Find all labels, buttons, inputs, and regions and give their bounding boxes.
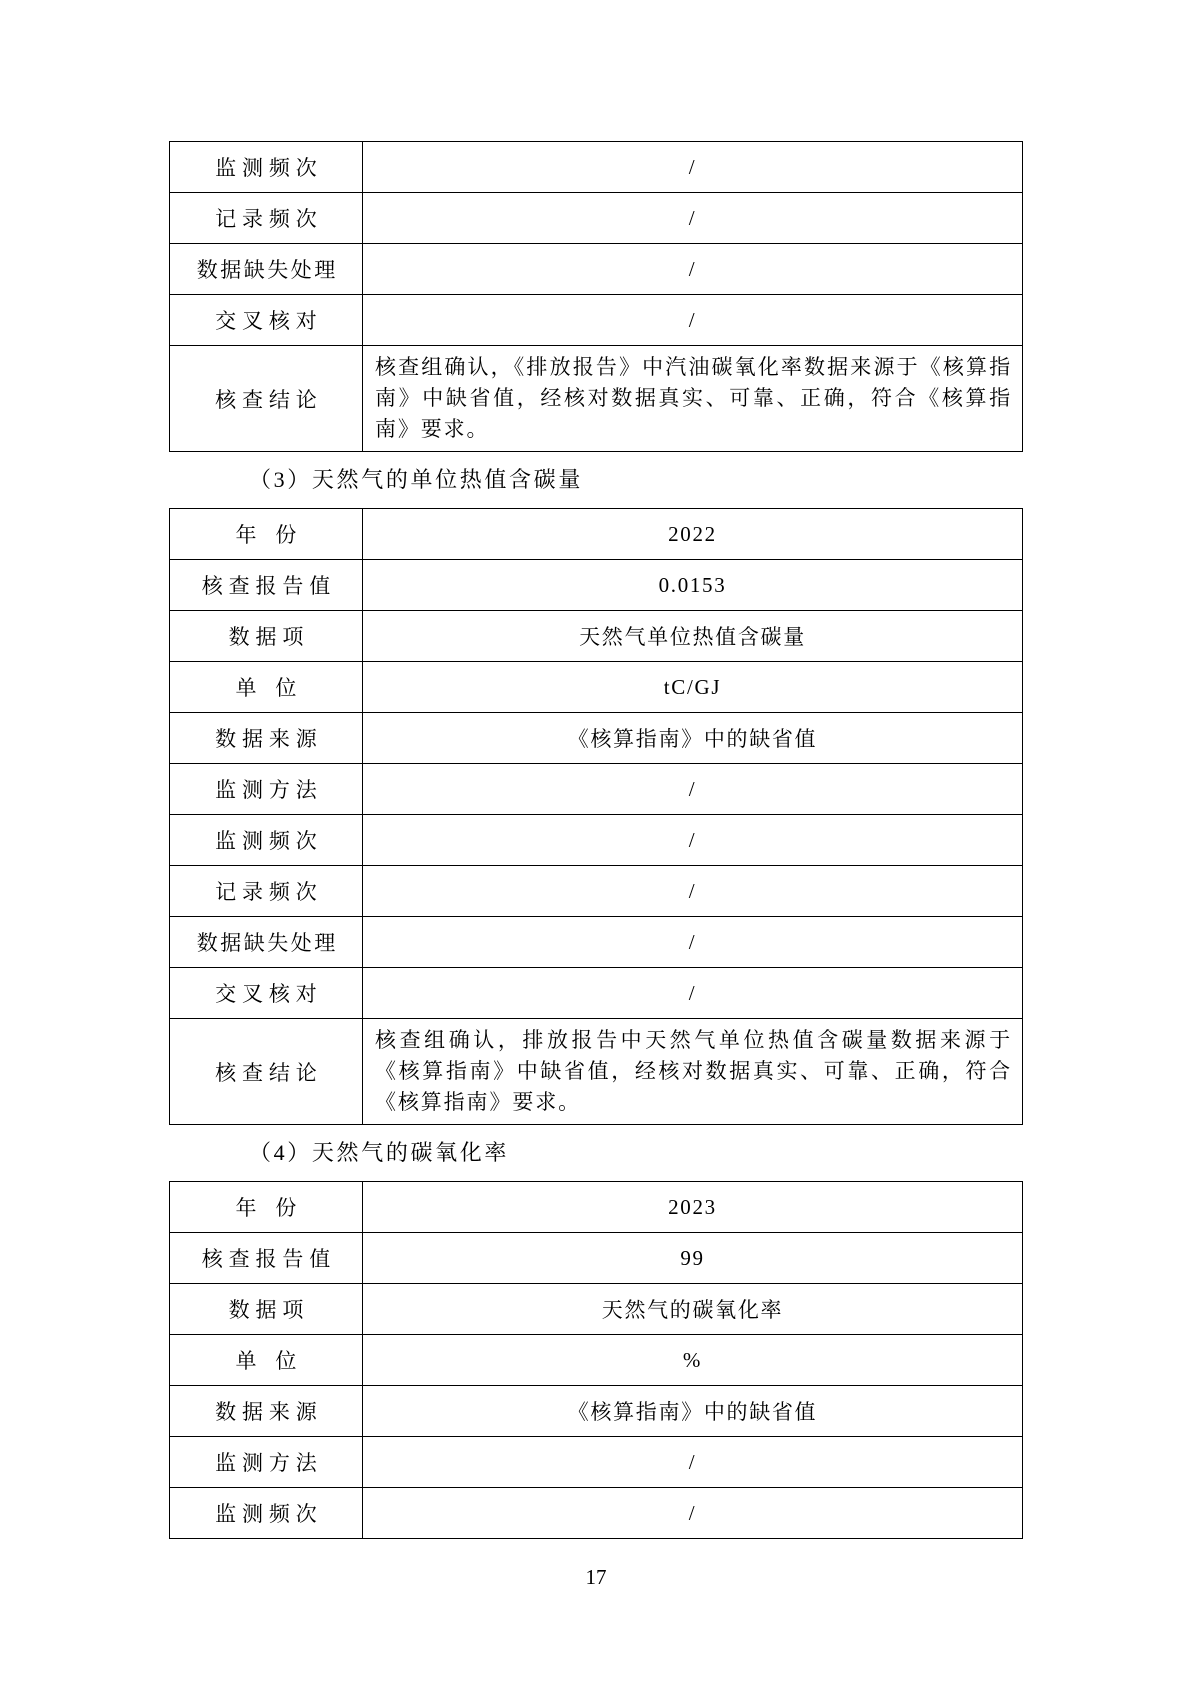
row-label: 核查结论: [170, 346, 363, 452]
verification-table-natural-gas-oxidation-rate: [169, 1181, 1023, 1539]
section-heading-3: （3）天然气的单位热值含碳量: [249, 467, 583, 492]
row-label: 单位: [170, 662, 363, 713]
row-label: 数据来源: [170, 1386, 363, 1437]
table-row: [170, 713, 1023, 764]
row-label: 年份: [170, 1182, 363, 1233]
table-row: [170, 193, 1023, 244]
row-label: 核查报告值: [170, 560, 363, 611]
row-value: 2023: [363, 1182, 1023, 1233]
section-heading-4: （4）天然气的碳氧化率: [249, 1140, 510, 1165]
row-label: 监测方法: [170, 1437, 363, 1488]
table-row: [170, 1284, 1023, 1335]
verification-table-gasoline-oxidation-continued: [169, 141, 1023, 452]
row-value: /: [363, 193, 1023, 244]
table-row: [170, 1488, 1023, 1539]
row-value: 天然气单位热值含碳量: [363, 611, 1023, 662]
table-row: [170, 1233, 1023, 1284]
row-value: 核查组确认，排放报告中天然气单位热值含碳量数据来源于《核算指南》中缺省值，经核对数据真实、可靠、正确，符合《核算指南》要求。: [363, 1019, 1023, 1125]
row-label: 记录频次: [170, 866, 363, 917]
verification-table-natural-gas-carbon-content: [169, 508, 1023, 1125]
row-value: 99: [363, 1233, 1023, 1284]
table-row: [170, 560, 1023, 611]
row-label: 数据项: [170, 611, 363, 662]
table-row: [170, 1019, 1023, 1125]
row-label: 数据缺失处理: [170, 917, 363, 968]
table-row: [170, 815, 1023, 866]
table-row: [170, 611, 1023, 662]
table-row: [170, 142, 1023, 193]
table-row: [170, 1182, 1023, 1233]
row-value: /: [363, 295, 1023, 346]
table-row: [170, 917, 1023, 968]
row-label: 数据缺失处理: [170, 244, 363, 295]
row-value: /: [363, 866, 1023, 917]
row-value: /: [363, 1488, 1023, 1539]
row-label: 监测频次: [170, 142, 363, 193]
row-label: 监测频次: [170, 815, 363, 866]
row-value: /: [363, 1437, 1023, 1488]
row-value: /: [363, 917, 1023, 968]
row-label: 数据来源: [170, 713, 363, 764]
row-value: 核查组确认，《排放报告》中汽油碳氧化率数据来源于《核算指南》中缺省值，经核对数据真实、可靠、正确，符合《核算指南》要求。: [363, 346, 1023, 452]
row-value: tC/GJ: [363, 662, 1023, 713]
row-label: 单位: [170, 1335, 363, 1386]
table-row: [170, 764, 1023, 815]
row-value: 0.0153: [363, 560, 1023, 611]
row-label: 监测方法: [170, 764, 363, 815]
page-number: 17: [585, 1565, 607, 1589]
table-row: [170, 968, 1023, 1019]
row-label: 核查报告值: [170, 1233, 363, 1284]
row-value: /: [363, 968, 1023, 1019]
row-value: 《核算指南》中的缺省值: [363, 713, 1023, 764]
row-label: 交叉核对: [170, 295, 363, 346]
row-value: %: [363, 1335, 1023, 1386]
row-label: 交叉核对: [170, 968, 363, 1019]
row-value: /: [363, 244, 1023, 295]
row-value: /: [363, 815, 1023, 866]
table-row: [170, 295, 1023, 346]
row-label: 年份: [170, 509, 363, 560]
table-row: [170, 1335, 1023, 1386]
row-value: /: [363, 142, 1023, 193]
row-value: 天然气的碳氧化率: [363, 1284, 1023, 1335]
table-row: [170, 244, 1023, 295]
table-row: [170, 1437, 1023, 1488]
row-label: 监测频次: [170, 1488, 363, 1539]
row-value: /: [363, 764, 1023, 815]
table-row: [170, 866, 1023, 917]
table-row: [170, 1386, 1023, 1437]
row-label: 数据项: [170, 1284, 363, 1335]
table-row: [170, 509, 1023, 560]
row-value: 2022: [363, 509, 1023, 560]
row-value: 《核算指南》中的缺省值: [363, 1386, 1023, 1437]
row-label: 核查结论: [170, 1019, 363, 1125]
row-label: 记录频次: [170, 193, 363, 244]
table-row: [170, 346, 1023, 452]
table-row: [170, 662, 1023, 713]
